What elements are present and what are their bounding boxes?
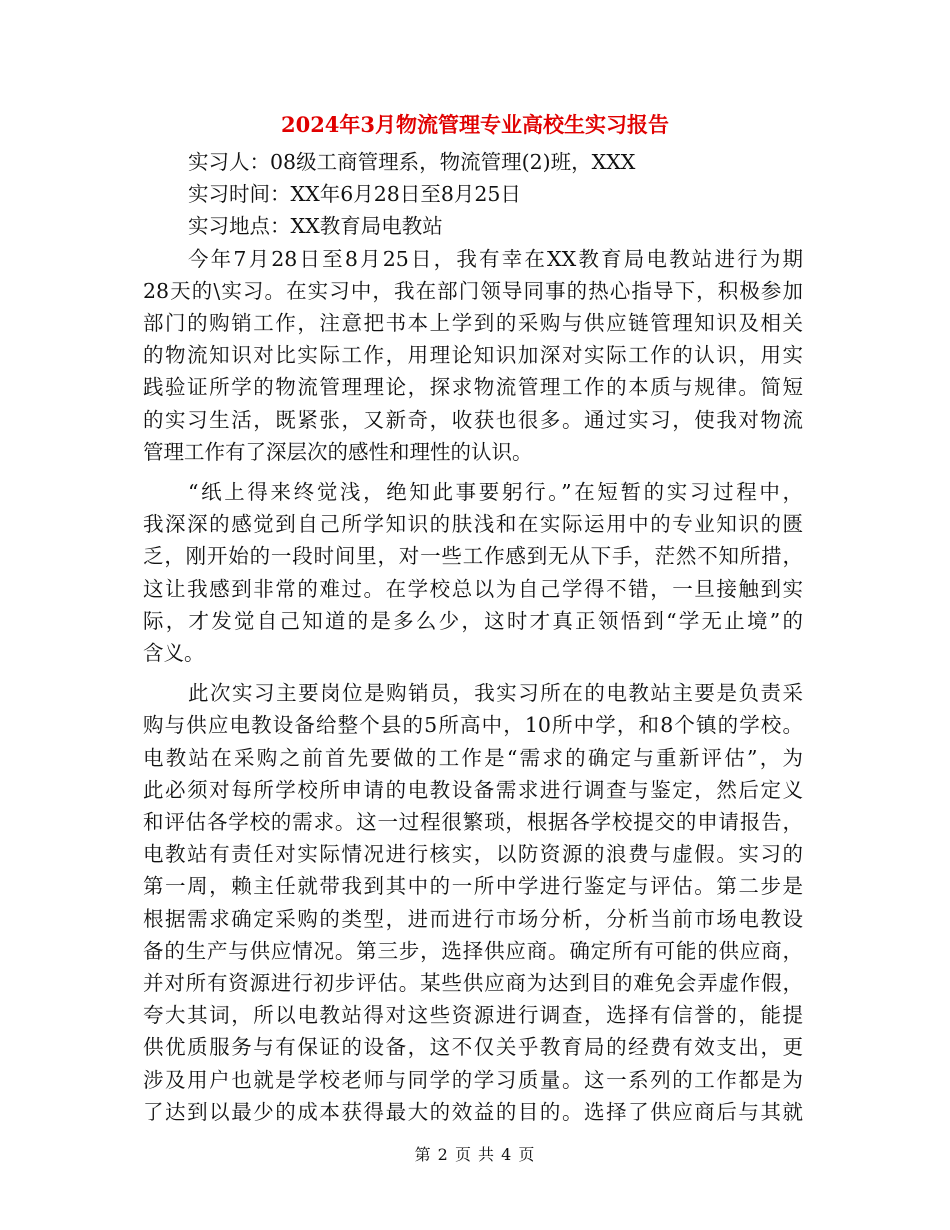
paragraph-line: 含义。	[143, 641, 205, 666]
paragraph-line: 的实习生活，既紧张，又新奇，收获也很多。通过实习，使我对物流	[143, 407, 803, 432]
paragraph-3	[143, 677, 803, 1128]
paragraph-line: 践验证所学的物流管理理论，探求物流管理工作的本质与规律。简短	[143, 375, 803, 400]
paragraph-line: 了达到以最少的成本获得最大的效益的目的。选择了供应商后与其就	[143, 1099, 803, 1124]
document-body	[143, 146, 803, 1128]
paragraph-line: 和评估各学校的需求。这一过程很繁琐，根据各学校提交的申请报告，	[143, 810, 803, 835]
paragraph-line: 备的生产与供应情况。第三步，选择供应商。确定所有可能的供应商，	[143, 938, 803, 963]
paragraph-line: 第一周，赖主任就带我到其中的一所中学进行鉴定与评估。第二步是	[143, 874, 803, 899]
meta-location: 实习地点：XX教育局电教站	[188, 214, 443, 239]
paragraph-line: 28天的\实习。在实习中，我在部门领导同事的热心指导下，积极参加	[143, 278, 803, 303]
paragraph-line: 电教站有责任对实际情况进行核实，以防资源的浪费与虚假。实习的	[143, 842, 803, 867]
paragraph-line: 供优质服务与有保证的设备，这不仅关乎教育局的经费有效支出，更	[143, 1035, 803, 1060]
paragraph-line: 部门的购销工作，注意把书本上学到的采购与供应链管理知识及相关	[143, 311, 803, 336]
paragraph-line: 乏，刚开始的一段时间里，对一些工作感到无从下手，茫然不知所措，	[143, 544, 803, 569]
paragraph-1	[143, 243, 803, 468]
paragraph-line: 涉及用户也就是学校老师与同学的学习质量。这一系列的工作都是为	[143, 1067, 803, 1092]
paragraph-line: 电教站在采购之前首先要做的工作是“需求的确定与重新评估”，为	[143, 745, 803, 770]
paragraph-line: 管理工作有了深层次的感性和理性的认识。	[143, 439, 533, 464]
paragraph-2	[143, 476, 803, 669]
paragraph-line: 这让我感到非常的难过。在学校总以为自己学得不错，一旦接触到实	[143, 576, 803, 601]
paragraph-line: 际，才发觉自己知道的是多么少，这时才真正领悟到“学无止境”的	[143, 608, 803, 633]
paragraph-line: 并对所有资源进行初步评估。某些供应商为达到目的难免会弄虚作假，	[143, 971, 803, 996]
paragraph-line: 此必须对每所学校所申请的电教设备需求进行调查与鉴定，然后定义	[143, 777, 803, 802]
document-title: 2024年3月物流管理专业高校生实习报告	[280, 112, 670, 137]
paragraph-line: 我深深的感觉到自己所学知识的肤浅和在实际运用中的专业知识的匮	[143, 512, 803, 537]
paragraph-line: 今年7月28日至8月25日，我有幸在XX教育局电教站进行为期	[188, 246, 803, 271]
paragraph-line: 夸大其词，所以电教站得对这些资源进行调查，选择有信誉的，能提	[143, 1003, 803, 1028]
meta-intern: 实习人：08级工商管理系，物流管理(2)班，XXX	[188, 150, 636, 174]
page-number-footer: 第 2 页 共 4 页	[414, 1145, 536, 1164]
paragraph-line: 的物流知识对比实际工作，用理论知识加深对实际工作的认识，用实	[143, 343, 803, 368]
paragraph-line: “纸上得来终觉浅，绝知此事要躬行。”在短暂的实习过程中，	[188, 480, 803, 505]
paragraph-line: 根据需求确定采购的类型，进而进行市场分析，分析当前市场电教设	[143, 906, 803, 931]
meta-period: 实习时间：XX年6月28日至8月25日	[188, 182, 521, 207]
paragraph-line: 此次实习主要岗位是购销员，我实习所在的电教站主要是负责采	[188, 681, 803, 706]
paragraph-line: 购与供应电教设备给整个县的5所高中，10所中学，和8个镇的学校。	[143, 713, 803, 738]
